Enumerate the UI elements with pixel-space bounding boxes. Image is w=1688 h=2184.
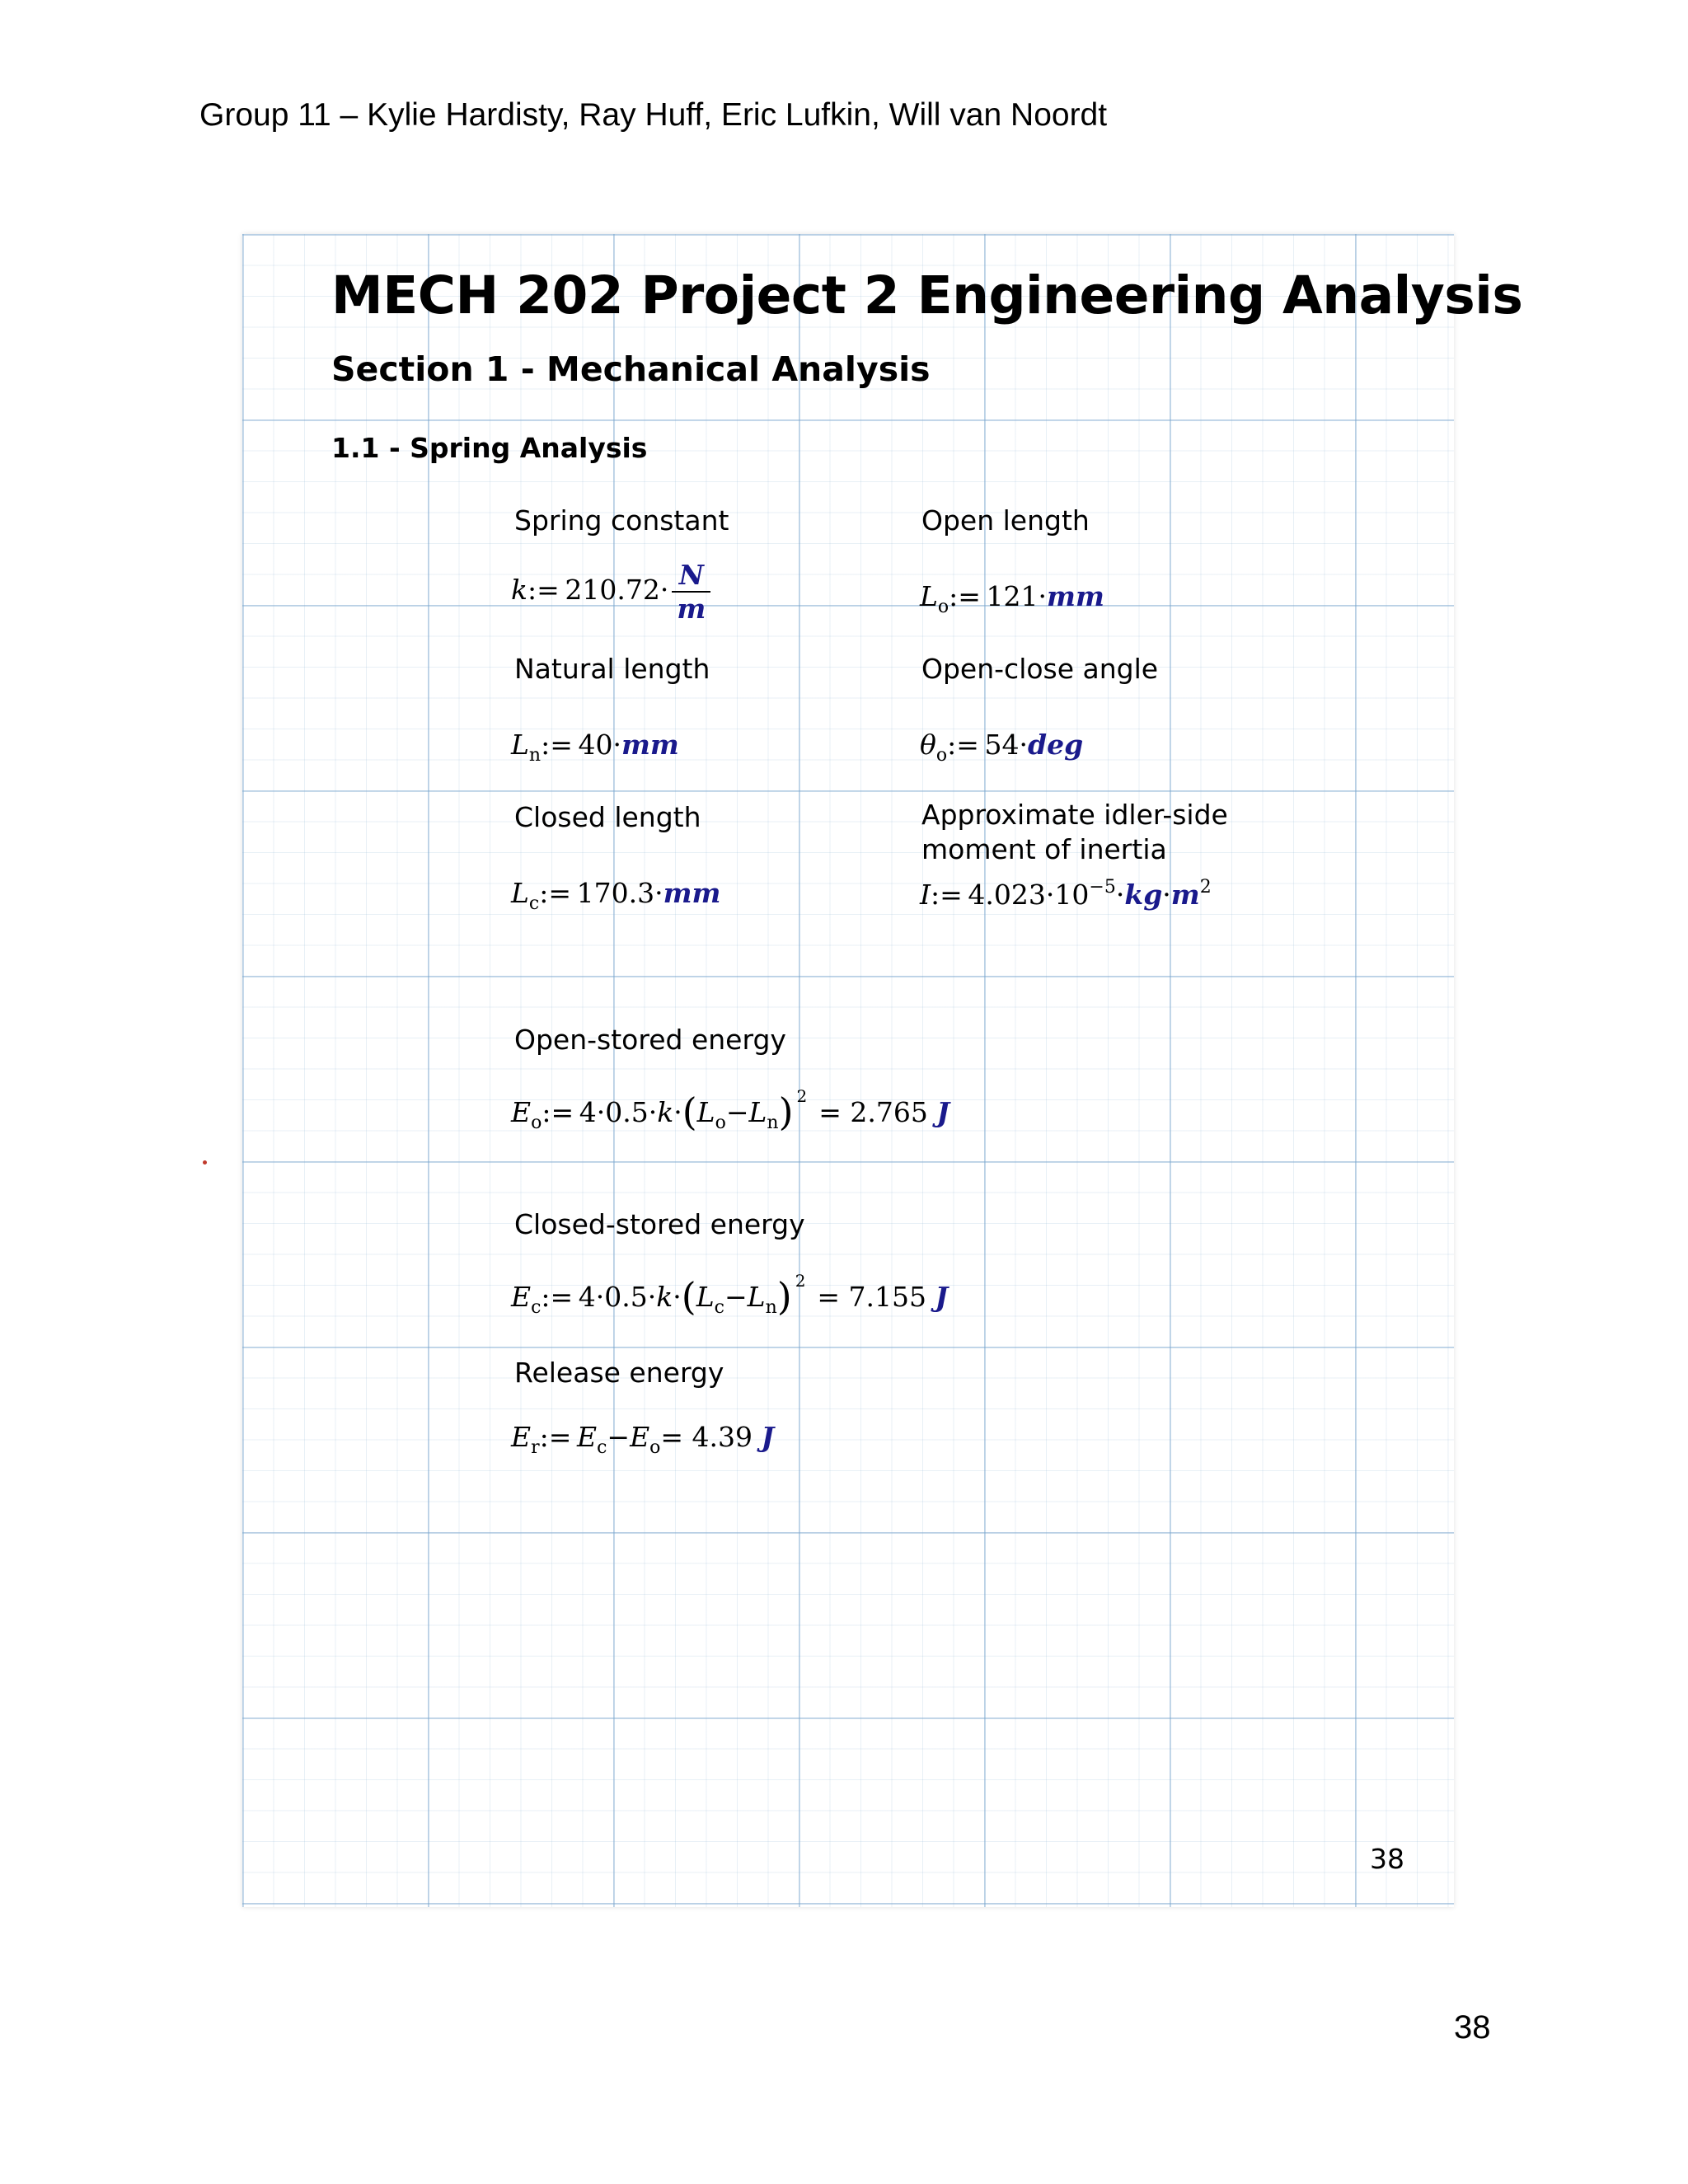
label-open-close-angle: Open-close angle xyxy=(921,653,1159,685)
subsection-heading: 1.1 - Spring Analysis xyxy=(331,432,648,464)
worksheet-title: MECH 202 Project 2 Engineering Analysis xyxy=(331,265,1523,326)
label-open-length: Open length xyxy=(921,504,1090,537)
document-header: Group 11 – Kylie Hardisty, Ray Huff, Eric Lufkin, Will van Noordt xyxy=(199,97,1108,133)
section-heading: Section 1 - Mechanical Analysis xyxy=(331,349,931,389)
equation-release-energy: $E_r:= E_c-E_o= 4.39$ J xyxy=(511,1421,775,1458)
equation-closed-length: $L_c:= 170.3\cdot mm$ xyxy=(511,877,721,914)
label-natural-length: Natural length xyxy=(514,653,710,685)
equation-natural-length: $L_n:= 40\cdot mm$ xyxy=(511,729,679,766)
stray-mark xyxy=(203,1160,207,1165)
equation-open-close-angle: $\theta_o:= 54\cdot deg$ xyxy=(920,729,1084,766)
equation-closed-stored-energy: $E_c:= 4\cdot 0.5\cdot k\cdot(L_c-L_n) ^2 = 7.155$ J xyxy=(511,1271,949,1319)
page-number: 38 xyxy=(1454,2009,1491,2046)
label-open-stored-energy: Open-stored energy xyxy=(514,1024,786,1056)
equation-spring-constant: k:= 210.72· $\frac{N}{m}$ xyxy=(511,559,710,625)
equation-open-stored-energy: $E_o:= 4\cdot 0.5\cdot k\cdot(L_o-L_n) ^2 = 2.765$ J xyxy=(511,1086,950,1134)
label-closed-length: Closed length xyxy=(514,801,701,833)
label-moment-of-inertia: Approximate idler-side moment of inertia xyxy=(921,799,1228,865)
equation-open-length: $L_o:= 121\cdot mm$ xyxy=(920,580,1104,617)
worksheet-page-number: 38 xyxy=(1370,1843,1404,1875)
label-closed-stored-energy: Closed-stored energy xyxy=(514,1208,805,1240)
worksheet-image xyxy=(242,234,1523,1907)
equation-moment-of-inertia: I:= $4.023\cdot 10^{-5}\cdot kg\cdot m^2$ xyxy=(920,877,1212,911)
label-release-energy: Release energy xyxy=(514,1357,724,1389)
label-spring-constant: Spring constant xyxy=(514,504,729,537)
